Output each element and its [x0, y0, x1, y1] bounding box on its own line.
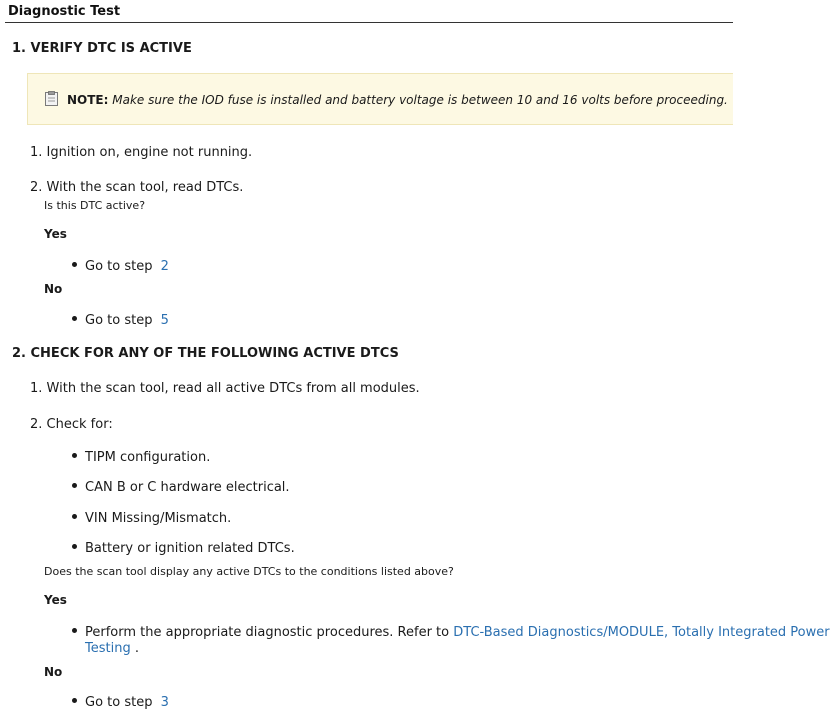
yes-action-text: Go to step: [85, 259, 153, 274]
step-2-heading: [12, 346, 399, 361]
page-title: Diagnostic Test: [8, 4, 121, 19]
check-item-text: TIPM configuration.: [85, 450, 211, 465]
dtc-based-diagnostics-link[interactable]: DTC-Based Diagnostics/MODULE, Totally Integrated Power: [453, 625, 830, 640]
yes-action-text: Perform the appropriate diagnostic procedures. Refer to: [85, 625, 450, 640]
bullet-icon: [72, 262, 77, 267]
substep-text: With the scan tool, read all active DTCs from all modules.: [46, 381, 420, 396]
go-to-step-5-link[interactable]: 5: [160, 313, 169, 328]
check-item-text: Battery or ignition related DTCs.: [85, 541, 295, 556]
no-action-text: Go to step: [85, 695, 153, 710]
bullet-icon: [72, 316, 77, 321]
check-item: [72, 450, 210, 465]
step-1-no-label: No: [44, 282, 63, 296]
check-item: [72, 480, 290, 495]
check-item: [72, 541, 295, 556]
step-1-yes-label: Yes: [44, 227, 67, 241]
step-2-no-item: [72, 695, 169, 710]
substep-number: 1.: [30, 145, 43, 160]
go-to-step-2-link[interactable]: 2: [160, 259, 169, 274]
step-2-yes-item: [72, 625, 830, 640]
step-1-substep-2: [30, 180, 243, 195]
bullet-icon: [72, 453, 77, 458]
step-1-no-item: [72, 313, 169, 328]
step-1-substep-1: [30, 145, 252, 160]
step-2-substep-1: [30, 381, 420, 396]
step-2-number: 2.: [12, 346, 26, 361]
substep-number: 2.: [30, 180, 43, 195]
title-divider: [5, 22, 733, 23]
substep-number: 2.: [30, 417, 43, 432]
yes-action-tail: .: [134, 641, 139, 656]
clipboard-icon: [45, 91, 58, 106]
step-2-title: CHECK FOR ANY OF THE FOLLOWING ACTIVE DTCS: [30, 346, 399, 361]
bullet-icon: [72, 514, 77, 519]
step-2-substep-2: [30, 417, 113, 432]
step-2-yes-label: Yes: [44, 593, 67, 607]
substep-text: With the scan tool, read DTCs.: [46, 180, 244, 195]
bullet-icon: [72, 698, 77, 703]
substep-text: Check for:: [46, 417, 113, 432]
bullet-icon: [72, 483, 77, 488]
step-2-question: Does the scan tool display any active DTCs to the conditions listed above?: [44, 565, 454, 578]
go-to-step-3-link[interactable]: 3: [160, 695, 169, 710]
step-1-heading: [12, 41, 192, 56]
step-1-question: Is this DTC active?: [44, 199, 146, 212]
bullet-icon: [72, 544, 77, 549]
note-body: Make sure the IOD fuse is installed and battery voltage is between 10 and 16 volts before proceeding.: [112, 93, 728, 107]
no-action-text: Go to step: [85, 313, 153, 328]
bullet-icon: [72, 628, 77, 633]
note-label: NOTE:: [67, 93, 109, 107]
dtc-based-diagnostics-link-cont[interactable]: Testing: [85, 641, 131, 656]
step-1-yes-item: [72, 259, 169, 274]
check-item-text: VIN Missing/Mismatch.: [85, 511, 232, 526]
substep-number: 1.: [30, 381, 43, 396]
step-2-no-label: No: [44, 665, 63, 679]
check-item-text: CAN B or C hardware electrical.: [85, 480, 290, 495]
step-1-number: 1.: [12, 41, 26, 56]
note-box: [27, 73, 733, 125]
check-item: [72, 511, 231, 526]
step-2-yes-item-cont: [85, 641, 139, 656]
note-text: [67, 93, 728, 107]
substep-text: Ignition on, engine not running.: [46, 145, 253, 160]
step-1-title: VERIFY DTC IS ACTIVE: [30, 41, 192, 56]
